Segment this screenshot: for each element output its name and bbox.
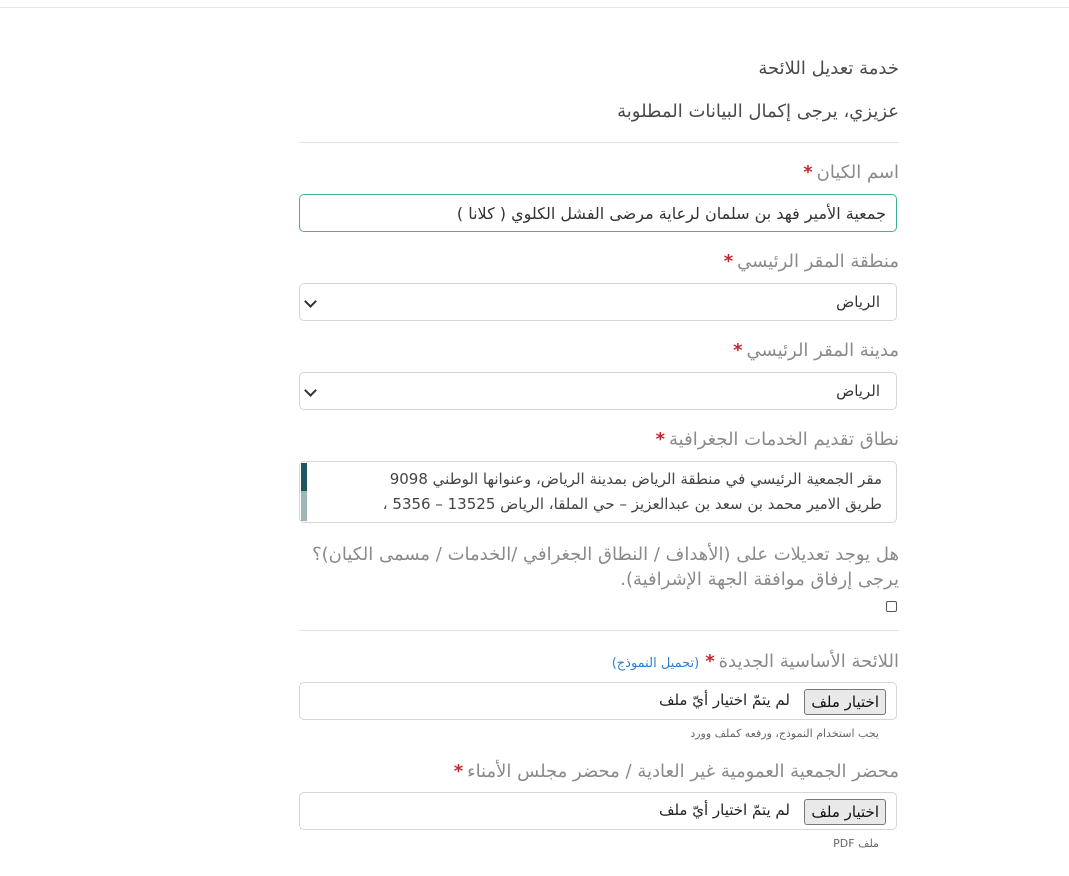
required-mark: * <box>733 340 743 361</box>
service-scope-label: نطاق تقديم الخدمات الجغرافية* <box>655 429 899 450</box>
service-subtitle: عزيزي، يرجى إكمال البيانات المطلوبة <box>617 101 899 122</box>
choose-file-button[interactable]: اختيار ملف <box>804 799 886 825</box>
service-title: خدمة تعديل اللائحة <box>758 58 899 79</box>
hq-region-label: منطقة المقر الرئيسي* <box>723 251 899 272</box>
assembly-minutes-hint: ملف PDF <box>833 837 879 850</box>
new-bylaws-label: اللائحة الأساسية الجديدة*(تحميل النموذج) <box>611 651 899 672</box>
changes-question: هل يوجد تعديلات على (الأهداف / النطاق الجغرافي /الخدمات / مسمى الكيان)؟ يرجى إرفاق موافقة الجهة الإشرافية). <box>312 544 899 590</box>
file-status: لم يتمّ اختيار أيّ ملف <box>658 801 790 819</box>
textarea-scrollbar[interactable] <box>301 463 307 521</box>
assembly-minutes-file-input[interactable] <box>299 792 897 830</box>
file-status: لم يتمّ اختيار أيّ ملف <box>658 691 790 709</box>
entity-name-input[interactable] <box>299 194 897 232</box>
hq-city-value: الرياض <box>836 382 880 400</box>
section-divider <box>299 630 899 631</box>
new-bylaws-hint: يجب استخدام النموذج، ورفعه كملف وورد <box>690 727 879 740</box>
required-mark: * <box>723 251 734 272</box>
chevron-down-icon <box>304 295 317 308</box>
hq-region-select[interactable] <box>299 283 897 321</box>
entity-name-label: اسم الكيان* <box>803 162 899 183</box>
new-bylaws-file-input[interactable] <box>299 682 897 720</box>
hq-region-value: الرياض <box>836 293 880 311</box>
hq-city-select[interactable] <box>299 372 897 410</box>
choose-file-button[interactable]: اختيار ملف <box>804 689 886 715</box>
required-mark: * <box>803 162 813 183</box>
required-mark: * <box>655 429 666 450</box>
entity-name-value: جمعية الأمير فهد بن سلمان لرعاية مرضى الفشل الكلوي ( كلانا ) <box>456 204 886 223</box>
bylaw-amendment-form <box>299 0 899 876</box>
scrollbar-thumb[interactable] <box>301 463 307 491</box>
assembly-minutes-label: محضر الجمعية العمومية غير العادية / محضر مجلس الأمناء* <box>453 761 899 782</box>
required-mark: * <box>453 761 464 782</box>
service-scope-line-2: طريق الامير محمد بن سعد بن عبدالعزيز – حي الملقا، الرياض 13525 – 5356 ، <box>382 495 882 513</box>
service-scope-line-1: مقر الجمعية الرئيسي في منطقة الرياض بمدينة الرياض، وعنوانها الوطني 9098 <box>389 470 882 488</box>
download-template-link[interactable]: (تحميل النموذج) <box>611 656 700 671</box>
section-divider <box>299 142 899 143</box>
hq-city-label: مدينة المقر الرئيسي* <box>733 340 899 361</box>
required-mark: * <box>705 651 715 672</box>
service-scope-textarea[interactable] <box>299 461 897 523</box>
chevron-down-icon <box>304 384 317 397</box>
changes-checkbox[interactable] <box>886 601 897 612</box>
